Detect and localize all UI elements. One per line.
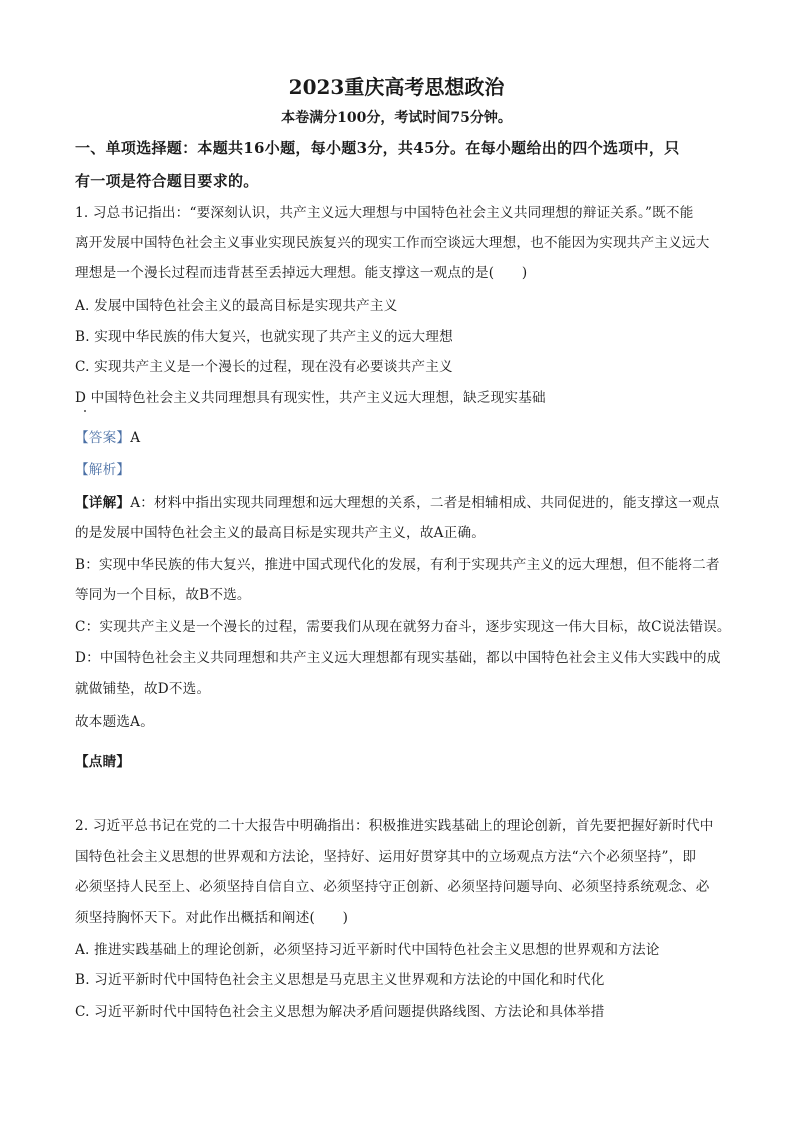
question-stem-line: 1. 习总书记指出：“要深刻认识，共产主义远大理想与中国特色社会主义共同理想的辩证关系。”既不能 — [75, 205, 694, 221]
question-stem-line: 必须坚持人民至上、必须坚持自信自立、必须坚持守正创新、必须坚持问题导向、必须坚持系统观念、必 — [75, 879, 710, 895]
tip-label: 【点睛】 — [75, 754, 131, 770]
detail-text: A：材料中指出实现共同理想和远大理想的关系，二者是相辅相成、共同促进的，能支撑这一观点 — [130, 495, 720, 511]
detail-line: 就做铺垫，故D不选。 — [75, 681, 211, 697]
detail-line: D：中国特色社会主义共同理想和共产主义远大理想都有现实基础，都以中国特色社会主义伟大实践中的成 — [75, 650, 721, 666]
section-header-line-1: 一、单项选择题：本题共16小题，每小题3分，共45分。在每小题给出的四个选项中，只 — [75, 139, 680, 157]
question-stem-line: 须坚持胸怀天下。对此作出概括和阐述( ) — [75, 910, 349, 926]
detail-line: B：实现中华民族的伟大复兴，推进中国式现代化的发展，有利于实现共产主义的远大理想，但不能将二者 — [75, 557, 720, 573]
page-title: 2023重庆高考思想政治 — [288, 75, 505, 99]
option-c: C. 实现共产主义是一个漫长的过程，现在没有必要谈共产主义 — [75, 359, 453, 375]
detail-line: 等同为一个目标，故B不选。 — [75, 587, 251, 603]
option-d: D 中国特色社会主义共同理想具有现实性，共产主义远大理想，缺乏现实基础 — [75, 390, 546, 406]
analysis-label: 【解析】 — [75, 462, 131, 478]
option-a: A. 推进实践基础上的理论创新，必须坚持习近平新时代中国特色社会主义思想的世界观和方法论 — [75, 942, 660, 958]
option-b: B. 习近平新时代中国特色社会主义思想是马克思主义世界观和方法论的中国化和时代化 — [75, 972, 605, 988]
answer-label: 【答案】 — [75, 430, 131, 446]
question-stem-line: 2. 习近平总书记在党的二十大报告中明确指出：积极推进实践基础上的理论创新，首先要把握好新时代中 — [75, 818, 714, 834]
detail-label: 【详解】 — [75, 495, 131, 511]
detail-line — [75, 494, 720, 512]
detail-line: C：实现共产主义是一个漫长的过程，需要我们从现在就努力奋斗，逐步实现这一伟大目标，故C说法错误。 — [75, 619, 731, 635]
answer-line — [75, 429, 140, 447]
detail-line: 的是发展中国特色社会主义的最高目标是实现共产主义，故A正确。 — [75, 525, 486, 541]
exam-info: 本卷满分100分，考试时间75分钟。 — [281, 110, 512, 126]
option-a: A. 发展中国特色社会主义的最高目标是实现共产主义 — [75, 298, 398, 314]
conclusion: 故本题选A。 — [75, 714, 154, 730]
question-stem-line: 理想是一个漫长过程而违背甚至丢掉远大理想。能支撑这一观点的是( ) — [75, 265, 528, 281]
question-stem-line: 国特色社会主义思想的世界观和方法论，坚持好、运用好贯穿其中的立场观点方法“六个必须坚持”，即 — [75, 849, 697, 865]
answer-value: A — [130, 430, 141, 446]
option-b: B. 实现中华民族的伟大复兴，也就实现了共产主义的远大理想 — [75, 329, 453, 345]
question-stem-line: 离开发展中国特色社会主义事业实现民族复兴的现实工作而空谈远大理想，也不能因为实现共产主义远大 — [75, 235, 710, 251]
section-header-line-2: 有一项是符合题目要求的。 — [75, 172, 259, 190]
option-c: C. 习近平新时代中国特色社会主义思想为解决矛盾问题提供路线图、方法论和具体举措 — [75, 1004, 605, 1020]
stray-mark — [84, 410, 86, 412]
